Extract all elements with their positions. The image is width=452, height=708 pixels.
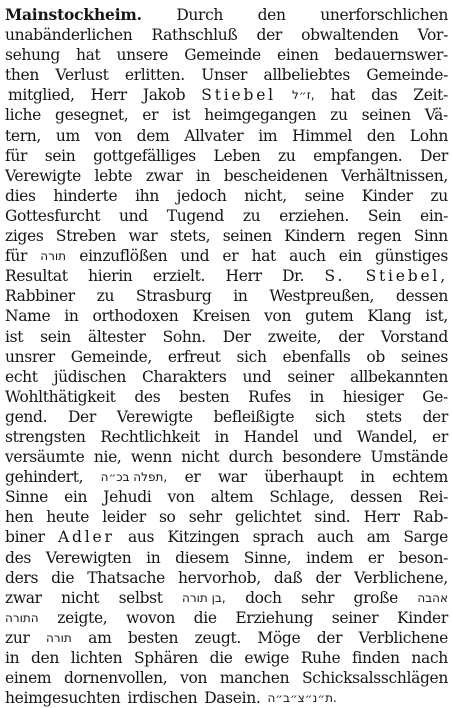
word: große <box>353 588 398 607</box>
word: die <box>193 608 217 627</box>
word: den <box>257 6 286 24</box>
word: sehr <box>300 588 335 607</box>
word: sich <box>236 347 267 366</box>
word: Der <box>222 327 251 346</box>
word: sehung <box>5 46 60 65</box>
word: unsere <box>116 46 169 65</box>
word: zweite, <box>267 327 322 346</box>
word: Vä- <box>424 106 448 125</box>
word: jüdischen <box>53 367 126 386</box>
word: im <box>258 126 278 145</box>
word: ist, <box>425 307 448 326</box>
word: Möge <box>257 628 301 647</box>
word: um <box>55 126 80 145</box>
word: Thatsache <box>87 568 165 587</box>
word: dies <box>5 186 36 205</box>
text-line <box>5 246 448 266</box>
word: sind. <box>314 508 351 527</box>
word: heute <box>46 508 90 527</box>
word: Der <box>420 146 448 165</box>
word: seinen <box>361 106 411 125</box>
word: zu <box>430 186 448 205</box>
text-line <box>5 286 448 306</box>
word: jedoch <box>176 186 227 205</box>
word: Verlust <box>55 66 109 85</box>
text-line <box>5 648 448 668</box>
word: empfangen. <box>313 146 403 165</box>
word: er <box>184 468 201 487</box>
text-line <box>5 668 448 688</box>
word: irdischen <box>127 689 198 708</box>
word: in <box>195 166 211 185</box>
word: einzuflößen <box>79 247 168 266</box>
hebrew-word: תפלה בכ״ה, <box>100 470 168 485</box>
word: tern, <box>5 126 41 145</box>
word: unerforschlichen <box>320 6 448 24</box>
word: Kindern <box>284 227 345 246</box>
word: lebte <box>94 166 133 185</box>
word: Leben <box>213 146 261 165</box>
word: Rathschluß <box>151 26 238 45</box>
word: für <box>5 146 28 165</box>
word: Schicksalsschlägen <box>301 669 448 688</box>
word: Ruhe <box>300 649 341 667</box>
word: Resultat <box>5 267 68 286</box>
word: ist <box>172 106 191 125</box>
word: Sinne, <box>243 548 292 567</box>
word: sehr <box>188 508 222 527</box>
word: stets, <box>169 227 211 246</box>
word: allbekannten <box>349 367 448 386</box>
text-line <box>5 45 448 65</box>
word: von <box>167 488 195 507</box>
word: besten <box>127 628 179 647</box>
text-line <box>5 387 448 407</box>
word: Kinder <box>397 608 448 627</box>
word: Kreisen <box>192 307 251 326</box>
word: Zeit- <box>413 86 448 105</box>
word: indem <box>306 548 354 567</box>
word: der <box>422 407 448 426</box>
word: biner <box>5 528 45 547</box>
word: seines <box>400 347 448 366</box>
word: am <box>366 528 391 547</box>
word: nicht <box>181 448 220 467</box>
word: Wandel, <box>356 427 418 446</box>
word: sich <box>314 407 346 426</box>
word: auch <box>289 247 326 266</box>
word: manchen <box>219 669 290 688</box>
word: in <box>146 548 161 567</box>
word: zwar <box>145 166 183 185</box>
word: Sinne <box>5 488 48 507</box>
word: für <box>5 247 28 266</box>
word: dessen <box>395 287 448 306</box>
text-line <box>5 65 448 85</box>
word: Gemeinde- <box>366 66 448 85</box>
word: dem <box>136 126 170 145</box>
word: nicht <box>61 588 100 607</box>
word: erziehen. <box>279 206 349 225</box>
text-line <box>5 146 448 166</box>
word: Rab- <box>412 508 448 527</box>
word: Strasburg <box>135 287 212 306</box>
word: ein <box>64 488 88 507</box>
word: Gemeinde, <box>70 347 152 366</box>
word: nie, <box>93 448 122 467</box>
word: Vorstand <box>380 327 448 346</box>
text-line <box>5 105 448 125</box>
word: seiner <box>287 367 334 386</box>
word: Allvater <box>184 126 244 145</box>
word: Unser <box>201 66 248 85</box>
hebrew-word: ז״ל, <box>292 88 315 103</box>
word: überhaupt <box>264 468 343 487</box>
word: Wohlthätigkeit <box>5 387 116 406</box>
word: einen <box>277 46 319 65</box>
word: Kitzingen <box>167 528 240 547</box>
word: ders <box>5 568 39 587</box>
word: seinen <box>222 227 272 246</box>
word: Stiebel, <box>365 267 448 286</box>
word: Verewigte <box>5 166 81 185</box>
word: S. <box>324 267 346 286</box>
word: Gemeinde <box>184 46 261 65</box>
word: gehindert, <box>5 468 84 487</box>
word: ein <box>338 247 362 266</box>
word: Herr <box>90 86 127 105</box>
word: gesegnet, <box>55 106 129 125</box>
word: gottgefälliges <box>93 146 196 165</box>
text-line <box>5 568 448 588</box>
word: Westpreußen, <box>269 287 375 306</box>
word: in <box>309 387 324 406</box>
word: hiesiger <box>342 387 404 406</box>
word: Gottesfurcht <box>5 206 101 225</box>
word: Handel <box>243 427 299 446</box>
word: er <box>222 247 239 266</box>
word: besten <box>179 387 230 406</box>
word: gelichtet <box>235 508 302 527</box>
word: und <box>242 367 272 386</box>
text-line <box>5 126 448 146</box>
word: Dr. <box>282 267 305 286</box>
word: doch <box>245 588 282 607</box>
word: echt <box>5 367 38 386</box>
place-heading: Mainstockheim. <box>5 5 142 24</box>
word: in <box>64 307 79 326</box>
word: liche <box>5 106 42 125</box>
word: Der <box>67 407 96 426</box>
hebrew-word: התורה <box>5 610 39 625</box>
word: die <box>209 649 233 667</box>
word: Verewigten <box>45 548 132 567</box>
word: der <box>338 327 364 346</box>
word: durch <box>228 448 273 467</box>
word: zu <box>96 287 115 306</box>
word: echtem <box>392 468 448 487</box>
text-line <box>5 507 448 527</box>
word: nach <box>411 649 448 667</box>
word: Sinn <box>413 227 448 246</box>
word: unsrer <box>5 347 55 366</box>
word: bedauernswer- <box>334 46 448 65</box>
text-line <box>5 85 448 105</box>
text-line <box>5 166 448 186</box>
word: seine <box>304 186 345 205</box>
word: Umstände <box>370 448 448 467</box>
word: Verewigte <box>116 407 193 426</box>
word: beson- <box>398 548 448 567</box>
word: von <box>94 126 122 145</box>
text-line <box>5 306 448 326</box>
word: den <box>366 126 395 145</box>
word: wovon <box>126 608 175 627</box>
word: zu <box>330 106 348 125</box>
word: bescheidenen <box>223 166 328 185</box>
word: Ge- <box>422 387 448 406</box>
word: zu <box>242 206 261 225</box>
word: die <box>51 568 75 587</box>
word: stets <box>365 407 402 426</box>
word: war <box>128 227 158 246</box>
word: Lohn <box>409 126 448 145</box>
hebrew-word: בן תורה, <box>182 590 226 605</box>
word: lichten <box>70 649 123 667</box>
word: Sphären <box>134 649 198 667</box>
word: Himmel <box>292 126 352 145</box>
word: ewige <box>244 649 290 667</box>
word: Verblichene <box>358 628 448 647</box>
word: in <box>360 468 375 487</box>
word: Sein <box>367 206 402 225</box>
word: erzielt. <box>152 267 206 286</box>
text-line <box>5 407 448 427</box>
word: in <box>5 649 20 667</box>
word: hen <box>5 508 34 527</box>
word: Adler <box>58 528 115 547</box>
text-line <box>5 447 448 467</box>
word: daß <box>273 568 303 587</box>
word: des <box>5 548 31 567</box>
word: sprach <box>252 528 304 547</box>
word: erlitten. <box>124 66 185 85</box>
word: mitglied, <box>8 86 75 105</box>
word: hat <box>330 86 356 105</box>
word: Rabbiner <box>5 287 75 306</box>
word: Rufes <box>248 387 291 406</box>
word: Tugend <box>166 206 224 225</box>
text-line <box>5 347 448 367</box>
word: ist <box>5 327 24 346</box>
word: dornenvollen, <box>64 669 168 688</box>
word: ob <box>366 347 385 366</box>
text-line <box>5 327 448 347</box>
text-line <box>5 427 448 447</box>
article-body <box>5 25 448 708</box>
word: der <box>256 26 282 45</box>
word: unabänderlichen <box>5 26 133 45</box>
word: allbeliebtes <box>263 66 350 85</box>
word: obwaltenden <box>301 26 399 45</box>
word: des <box>134 387 161 406</box>
word: Erziehung <box>235 608 314 627</box>
word: einem <box>5 669 52 688</box>
word: günstiges <box>375 247 448 266</box>
word: erfreut <box>167 347 221 366</box>
hebrew-word: אהבה <box>417 590 448 605</box>
word: er <box>142 106 159 125</box>
word: Jehudi <box>103 488 152 507</box>
word: hierin <box>88 267 133 286</box>
word: in <box>233 287 248 306</box>
text-line <box>5 487 448 507</box>
text-line <box>5 608 448 628</box>
text-line <box>5 206 448 226</box>
word: besondere <box>282 448 362 467</box>
word: er <box>432 427 448 446</box>
word: befleißigte <box>213 407 295 426</box>
word: von <box>180 669 208 688</box>
text-line <box>5 688 448 708</box>
word: finden <box>352 649 400 667</box>
word: nicht, <box>244 186 287 205</box>
word: hinderte <box>53 186 118 205</box>
word: auch <box>316 528 354 547</box>
word: strengsten <box>5 427 86 446</box>
hebrew-word: תורה <box>45 630 72 645</box>
word: zur <box>5 628 30 647</box>
word: heimgegangen <box>204 106 317 125</box>
text-line <box>5 588 448 608</box>
word: Verblichene, <box>354 568 448 587</box>
word: ihn <box>135 186 159 205</box>
word: am <box>88 628 112 647</box>
word: hat <box>251 247 276 266</box>
word: Stiebel <box>201 86 276 105</box>
word: Streben <box>55 227 116 246</box>
word: Klang <box>367 307 412 326</box>
word: den <box>30 649 60 667</box>
word: then <box>5 66 39 85</box>
word: ebenfalls <box>282 347 351 366</box>
word: ältester <box>87 327 146 346</box>
word: diesem <box>175 548 229 567</box>
text-line <box>5 527 448 547</box>
word: ziges <box>5 227 44 246</box>
word: Verhältnissen, <box>341 166 448 185</box>
text-line <box>5 548 448 568</box>
word: Jakob <box>142 86 186 105</box>
word: hat <box>76 46 101 65</box>
word: regen <box>357 227 402 246</box>
word: und <box>313 427 343 446</box>
word: in <box>214 427 229 446</box>
word: leider <box>102 508 146 527</box>
word: Kinder <box>361 186 413 205</box>
word: zu <box>278 146 296 165</box>
text-line <box>5 5 448 25</box>
hebrew-word: תורה <box>40 249 67 264</box>
word: Rechtlichkeit <box>100 427 200 446</box>
word: dessen <box>350 488 403 507</box>
word: versäumte <box>5 448 85 467</box>
word: Sarge <box>403 528 448 547</box>
word: Dasein. <box>204 689 261 708</box>
word: altem <box>210 488 254 507</box>
word: Vor- <box>417 26 448 45</box>
word: und <box>180 247 210 266</box>
text-line <box>5 367 448 387</box>
text-line <box>5 226 448 246</box>
word: Name <box>5 307 51 326</box>
word: gutem <box>305 307 354 326</box>
word: heimgesuchten <box>5 689 121 708</box>
word: sein <box>44 146 76 165</box>
word: selbst <box>118 588 163 607</box>
word: hervorhob, <box>178 568 261 587</box>
word: er <box>367 548 384 567</box>
text-line <box>5 25 448 45</box>
word: Rei- <box>418 488 448 507</box>
word: Sohn. <box>162 327 206 346</box>
word: seiner <box>331 608 379 627</box>
word: ein- <box>420 206 448 225</box>
word: von <box>264 307 292 326</box>
word: und <box>119 206 148 225</box>
word: orthodoxen <box>92 307 179 326</box>
word: sein <box>40 327 71 346</box>
word: Charakters <box>142 367 227 386</box>
word: war <box>217 468 247 487</box>
word: zeigte, <box>57 608 108 627</box>
word: zeugt. <box>194 628 241 647</box>
word: so <box>158 508 176 527</box>
word: das <box>371 86 398 105</box>
word: wenn <box>130 448 172 467</box>
word: aus <box>127 528 155 547</box>
word: gend. <box>5 407 48 426</box>
text-line <box>5 266 448 286</box>
hebrew-word: ת״נ״צ״ב״ה. <box>267 691 337 706</box>
word: zwar <box>5 588 42 607</box>
word: Herr <box>225 267 262 286</box>
word: Schlage, <box>269 488 335 507</box>
text-line <box>5 628 448 648</box>
word: der <box>316 628 343 647</box>
text-line <box>5 186 448 206</box>
word: Durch <box>176 6 224 24</box>
text-line <box>5 467 448 487</box>
word: der <box>315 568 341 587</box>
word: Herr <box>363 508 400 527</box>
